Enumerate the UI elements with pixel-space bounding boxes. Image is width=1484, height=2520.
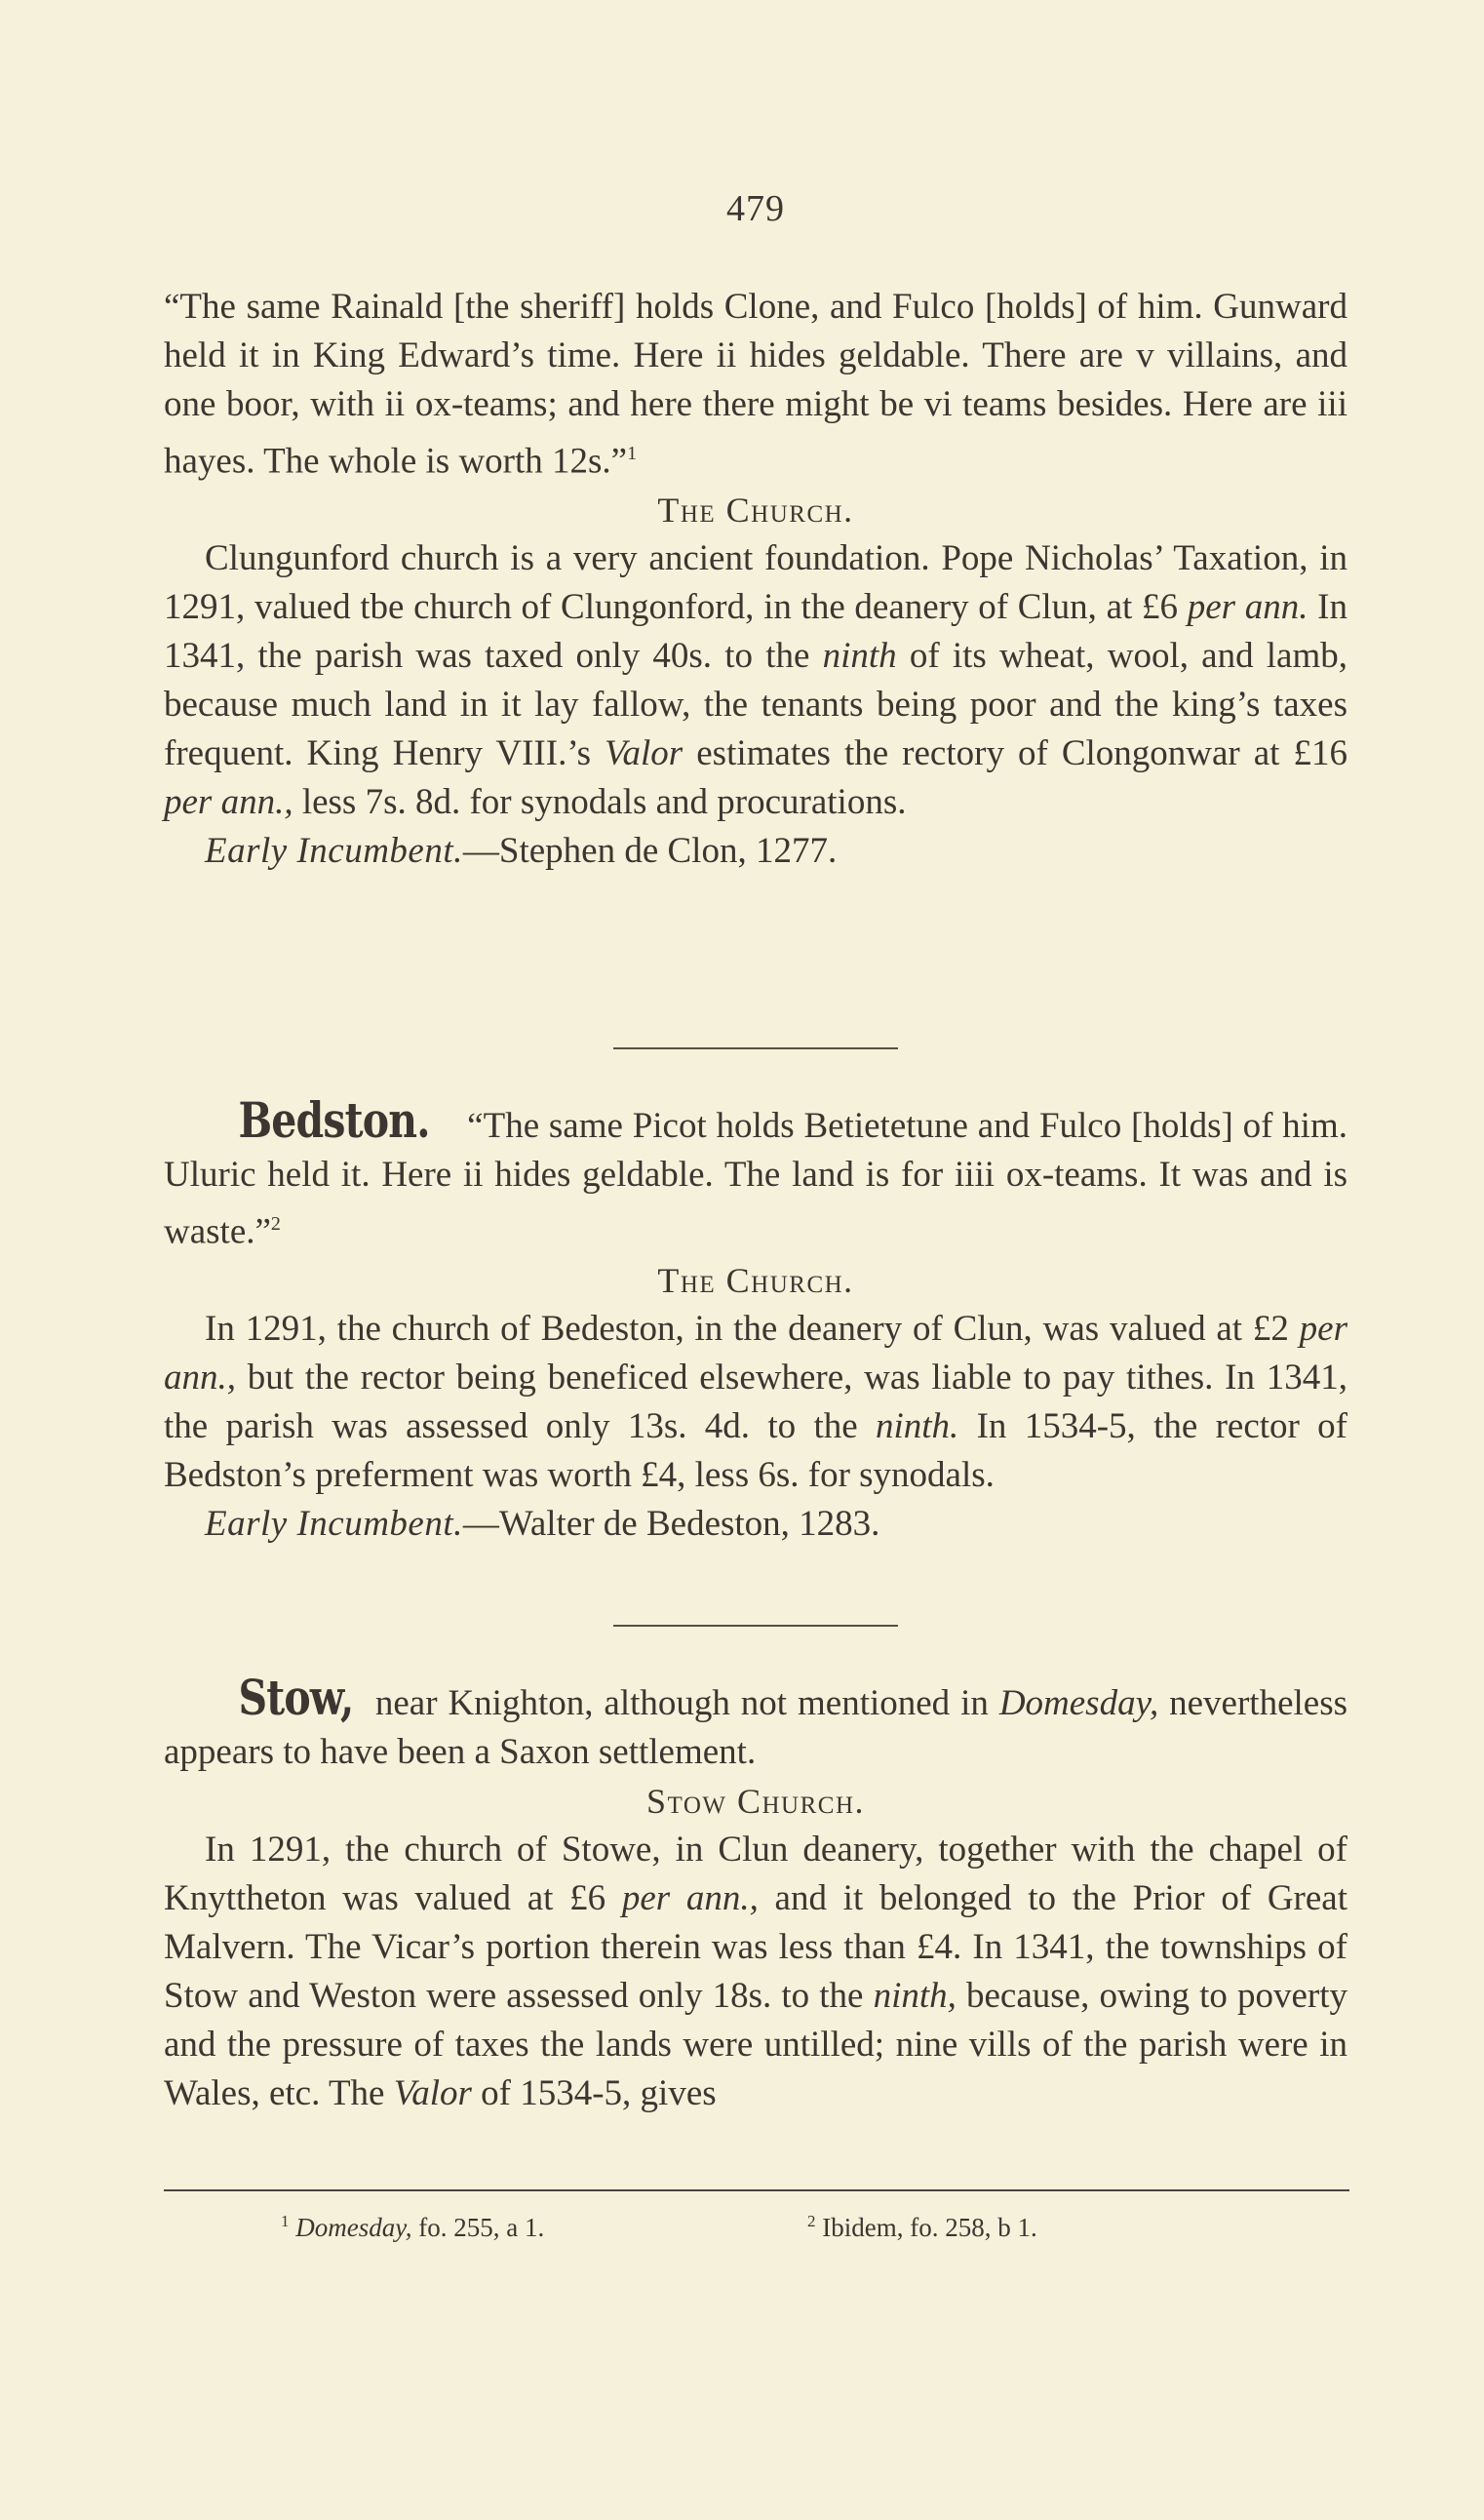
place-title-stow: Stow, (238, 1669, 354, 1726)
stow-intro: Stow, near Knighton, although not mentioned in Domesday, nevertheless appears to have been a Saxon settlement. (164, 1669, 1348, 1772)
church-paragraph: In 1291, the church of Bedeston, in the deanery of Clun, was valued at £2 per ann., but the rector being beneficed elsewhere, was liable to pay tithes. In 1341, the parish was assessed only 13s. 4d. to the ninth. In 1534-5, the rector of Bedston’s preferment was worth £4, less 6s. for synodals. (164, 1309, 1347, 1496)
stow-section (164, 1669, 1348, 2118)
section-heading-church: The Church. (657, 491, 854, 531)
page-number: 479 (726, 188, 785, 229)
church-paragraph: In 1291, the church of Stowe, in Clun deanery, together with the chapel of Knyttheton was valued at £6 per ann., and it belonged to the Prior of Great Malvern. The Vicar’s portion therein was less than £4. In 1341, the townships of Stow and Weston were assessed only 18s. to the ninth, because, owing to poverty and the pressure of taxes the lands were untilled; nine vills of the parish were in Wales, etc. The Valor of 1534-5, gives (164, 1830, 1347, 2113)
early-incumbent (164, 1500, 1347, 1549)
early-incumbent (164, 827, 1347, 876)
section-heading-church: The Church. (657, 1261, 854, 1301)
footnote-1: $^1$ Domesday, fo. 255, a 1. (281, 2212, 545, 2242)
footnote-ref[interactable]: 1 (627, 443, 638, 464)
section-divider (613, 1047, 898, 1049)
bedston-section (164, 1091, 1347, 1549)
church-paragraph: Clungunford church is a very ancient foundation. Pope Nicholas’ Taxation, in 1291, valued tbe church of Clungonford, in the deanery of Clun, at £6 per ann. In 1341, the parish was taxed only 40s. to the ninth of its wheat, wool, and lamb, because much land in it lay fallow, the tenants being poor and the king’s taxes frequent. King Henry VIII.’s Valor estimates the rectory of Clongonwar at £16 per ann., less 7s. 8d. for synodals and procurations. (164, 538, 1348, 823)
footnote-divider (164, 2189, 1349, 2191)
clungunford-section (164, 283, 1347, 876)
incumbent-label: Early Incumbent. (205, 831, 463, 872)
incumbent-label: Early Incumbent. (205, 1504, 463, 1545)
place-title-bedston: Bedston. (238, 1091, 430, 1149)
incumbent-value: —Walter de Bedeston, 1283. (462, 1504, 880, 1545)
footnote-ref[interactable]: 2 (270, 1213, 281, 1235)
bedston-intro: Bedston. “The same Picot holds Betietetune and Fulco [holds] of him. Uluric held it. Here ii hides geldable. The land is for iiii ox-teams. It was and is waste.”$^2$ (164, 1091, 1347, 1252)
section-heading-stow-church: Stow Church. (645, 1782, 865, 1821)
footnote-2: $^2$ Ibidem, fo. 258, b 1. (807, 2212, 1037, 2242)
domesday-quote-clone: “The same Rainald [the sheriff] holds Clone, and Fulco [holds] of him. Gunward held it in King Edward’s time. Here ii hides geldable. There are v villains, and one boor, with ii ox-teams; and here there might be vi teams besides. Here are iii hayes. The whole is worth 12s.”$^1$ (164, 287, 1347, 482)
incumbent-value: —Stephen de Clon, 1277. (462, 831, 838, 872)
section-divider (613, 1625, 898, 1627)
